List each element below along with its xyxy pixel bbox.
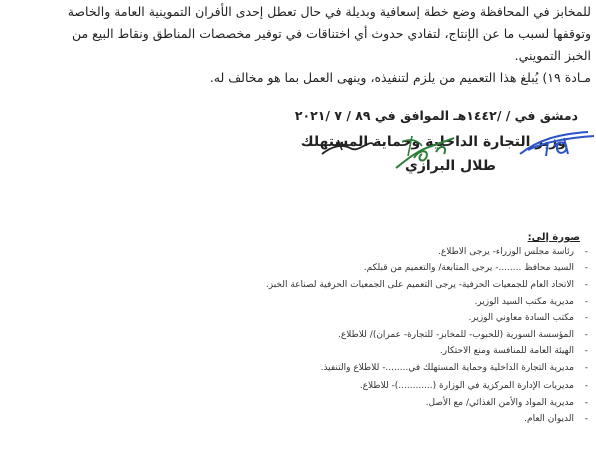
list-item: مديرية المواد والأمن الغذائي/ مع الأصل. bbox=[425, 398, 574, 408]
signature-green-icon bbox=[392, 128, 458, 172]
signature-black-icon bbox=[320, 136, 376, 158]
list-item: مديرية التجارة الداخلية وحماية المستهلك في........- للاطلاع والتنفيذ. bbox=[320, 363, 574, 373]
list-item: مكتب السادة معاوني الوزير. bbox=[468, 313, 574, 323]
list-item: الهيئة العامة للمنافسة ومنع الاحتكار. bbox=[439, 346, 574, 356]
list-item: رئاسة مجلس الوزراء- يرجى الاطلاع. bbox=[438, 247, 574, 257]
body-line-3: الخبز التمويني. bbox=[514, 48, 591, 63]
bullet-dash-icon: - bbox=[584, 398, 588, 408]
bullet-dash-icon: - bbox=[584, 247, 588, 257]
bullet-dash-icon: - bbox=[584, 330, 588, 340]
list-item: السيد محافظ ........- يرجى المتابعة/ والتعميم من قبلكم. bbox=[363, 263, 574, 273]
bullet-dash-icon: - bbox=[584, 263, 588, 273]
bullet-dash-icon: - bbox=[584, 381, 588, 391]
article-19: مـادة ١٩) يُبلغ هذا التعميم من يلزم لتنفيذه، وينهى العمل بما هو مخالف له. bbox=[209, 70, 591, 85]
bullet-dash-icon: - bbox=[584, 297, 588, 307]
bullet-dash-icon: - bbox=[584, 414, 588, 424]
signature-blue-icon bbox=[518, 128, 596, 160]
body-line-1: للمخابز في المحافظة وضع خطة إسعافية وبديلة في حال تعطل إحدى الأفران التموينية العامة والخاصة bbox=[67, 4, 591, 19]
list-item: مديرية مكتب السيد الوزير. bbox=[474, 297, 574, 307]
list-item: المؤسسة السورية (للحبوب- للمخابز- للتجارة- عمران)/ للاطلاع. bbox=[338, 330, 574, 340]
bullet-dash-icon: - bbox=[584, 280, 588, 290]
list-item: مديريات الإدارة المركزية في الوزارة (............)- للاطلاع. bbox=[359, 381, 574, 391]
copies-heading: صورة إلى: bbox=[527, 232, 580, 243]
list-item: الاتحاد العام للجمعيات الحرفية- يرجى التعميم على الجمعيات الحرفية لصناعة الخبز. bbox=[265, 280, 574, 290]
body-line-2: وتوقفها لسبب ما عن الإنتاج، لتفادي حدوث أي اختناقات في توفير مخصصات المناطق ونقاط البيع من bbox=[71, 26, 591, 41]
bullet-dash-icon: - bbox=[584, 313, 588, 323]
bullet-dash-icon: - bbox=[584, 346, 588, 356]
bullet-dash-icon: - bbox=[584, 363, 588, 373]
minister-name: طلال البرازي bbox=[404, 158, 496, 174]
date-line: دمشق في / /١٤٤٢هـ الموافق في ٨٩ / ٧ /٢٠٢١ bbox=[294, 108, 578, 123]
list-item: الديوان العام. bbox=[524, 414, 574, 424]
minister-title: وزير التجارة الداخلية وحماية المستهلك bbox=[300, 134, 566, 150]
